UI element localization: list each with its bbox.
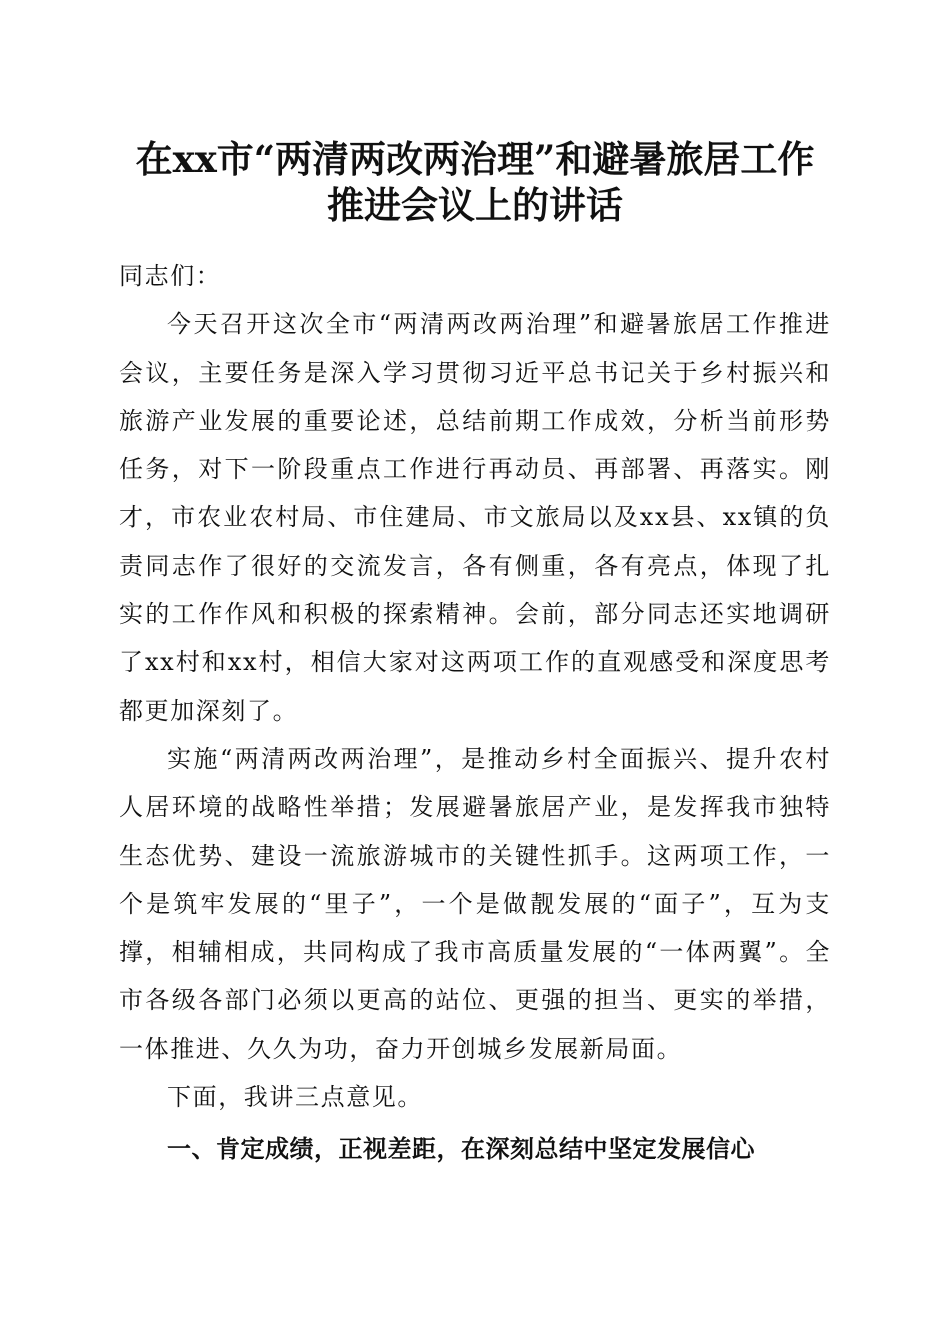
document-body bbox=[119, 252, 831, 1174]
title-line-2: 推进会议上的讲话 bbox=[327, 183, 623, 227]
paragraph-significance: 实施“两清两改两治理”，是推动乡村全面振兴、提升农村人居环境的战略性举措；发展避暑旅居产业，是发挥我市独特生态优势、建设一流旅游城市的关键性抓手。这两项工作，一个是筑牢发展的“里子”，一个是做靓发展的“面子”，互为支撑，相辅相成，共同构成了我市高质量发展的“一体两翼”。全市各级各部门必须以更高的站位、更强的担当、更实的举措，一体推进、久久为功，奋力开创城乡发展新局面。 bbox=[119, 744, 831, 1063]
title-line-1: 在xx市“两清两改两治理”和避暑旅居工作 bbox=[135, 137, 815, 181]
section-heading: 一、肯定成绩，正视差距，在深刻总结中坚定发展信心 bbox=[167, 1135, 755, 1164]
salutation: 同志们： bbox=[119, 262, 222, 290]
paragraph-transition: 下面，我讲三点意见。 bbox=[167, 1083, 423, 1112]
document-title bbox=[100, 136, 850, 228]
paragraph-intro: 今天召开这次全市“两清两改两治理”和避暑旅居工作推进会议，主要任务是深入学习贯彻习近平总书记关于乡村振兴和旅游产业发展的重要论述，总结前期工作成效，分析当前形势任务，对下一阶段重点工作进行再动员、再部署、再落实。刚才，市农业农村局、市住建局、市文旅局以及xx县、xx镇的负责同志作了很好的交流发言，各有侧重，各有亮点，体现了扎实的工作作风和积极的探索精神。会前，部分同志还实地调研了xx村和xx村，相信大家对这两项工作的直观感受和深度思考都更加深刻了。 bbox=[119, 310, 831, 725]
